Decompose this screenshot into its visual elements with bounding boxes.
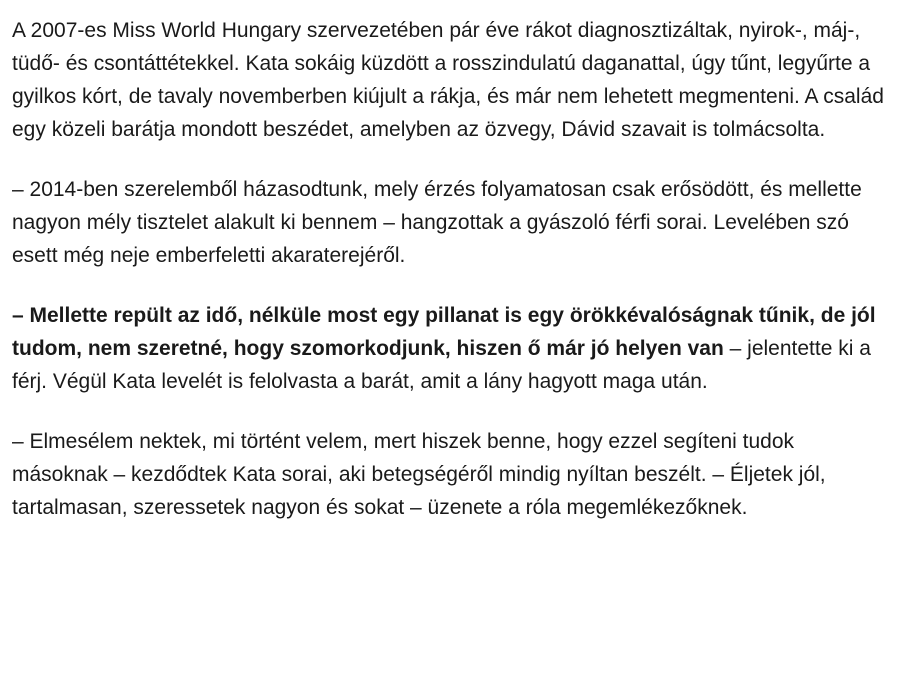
paragraph-3-rest: – jelentette ki a férj. Végül Kata levelét is felolvasta a barát, amit a lány hagyott maga után.	[12, 337, 871, 393]
quote-bold: – Mellette repült az idő, nélküle most egy pillanat is egy örökkévalóságnak tűnik, de jól tudom, nem szeretné, hogy szomorkodjunk, hiszen ő már jó helyen van	[12, 304, 876, 360]
paragraph-4: – Elmesélem nektek, mi történt velem, mert hiszek benne, hogy ezzel segíteni tudok másoknak – kezdődtek Kata sorai, aki betegségéről mindig nyíltan beszélt. – Éljetek jól, tartalmasan, szeressetek nagyon és sokat – üzenete a róla megemlékezőknek.	[12, 430, 826, 519]
paragraph-2: – 2014-ben szerelemből házasodtunk, mely érzés folyamatosan csak erősödött, és mellette nagyon mély tisztelet alakult ki bennem – hangzottak a gyászoló férfi sorai. Levelében szó esett még neje emberfeletti akaraterejéről.	[12, 178, 862, 267]
paragraph-3	[12, 299, 893, 398]
paragraph-1: A 2007-es Miss World Hungary szervezetében pár éve rákot diagnosztizáltak, nyirok-, máj-, tüdő- és csontáttétekkel. Kata sokáig küzdött a rosszindulatú daganattal, úgy tűnt, legyűrte a gyilkos kórt, de tavaly novemberben kiújult a rákja, és már nem lehetett megmenteni. A család egy közeli barátja mondott beszédet, amelyben az özvegy, Dávid szavait is tolmácsolta.	[12, 19, 884, 141]
